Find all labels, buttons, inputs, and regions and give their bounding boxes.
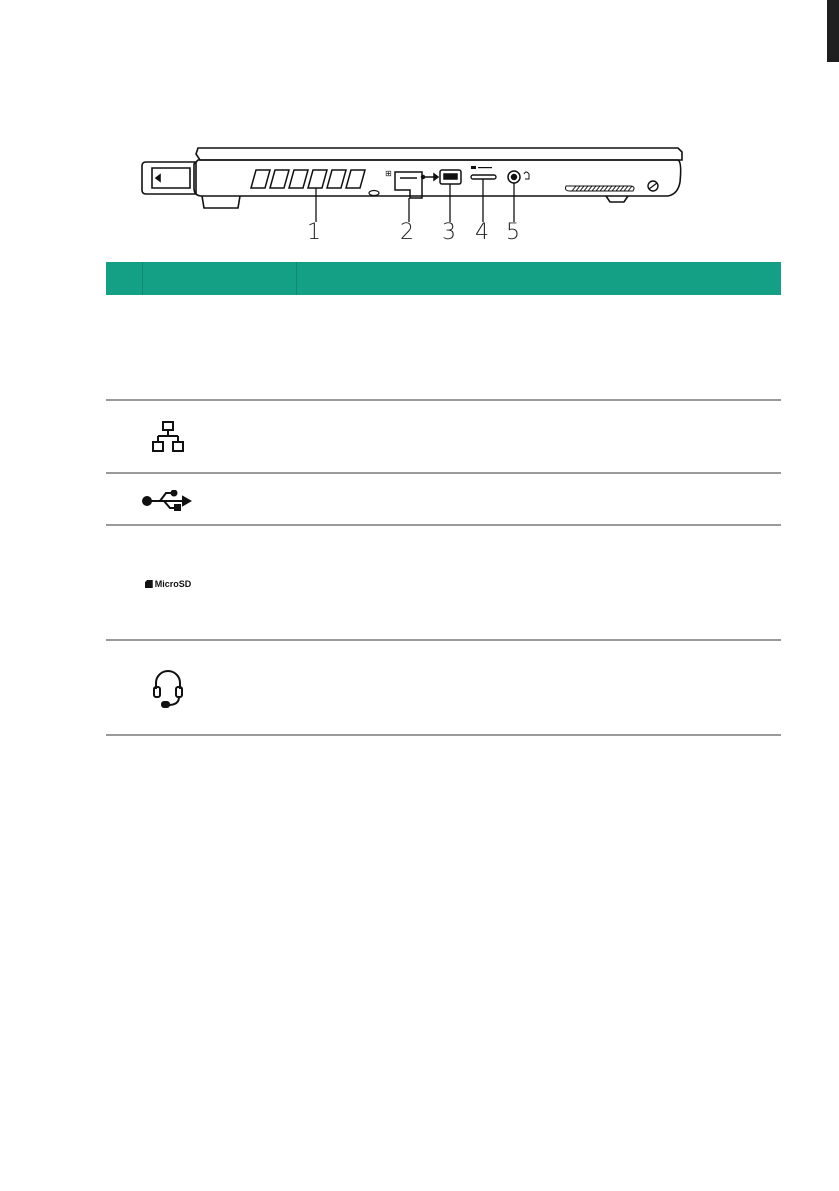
- microsd-label: MicroSD: [154, 579, 192, 589]
- header-divider: [296, 262, 297, 295]
- table-header: [106, 262, 781, 295]
- headset-jack: [508, 171, 529, 183]
- microsd-icon: [145, 579, 192, 589]
- header-divider: [142, 262, 143, 295]
- usb-port: [422, 170, 462, 184]
- table-row: [126, 574, 210, 594]
- svg-text:⊞: ⊞: [385, 169, 392, 178]
- row-divider: [106, 734, 781, 736]
- network-icon: [150, 420, 186, 456]
- row-divider: [106, 524, 781, 526]
- callout-4: 4: [475, 220, 489, 245]
- ethernet-port: [385, 169, 422, 198]
- page-edge-tab: [827, 0, 839, 62]
- callout-5: 5: [506, 220, 520, 245]
- callout-2: 2: [400, 220, 414, 245]
- table-row: [126, 418, 210, 458]
- row-divider: [106, 639, 781, 641]
- microsd-slot: [471, 166, 496, 179]
- row-divider: [106, 399, 781, 401]
- row-divider: [106, 472, 781, 474]
- callout-1: 1: [307, 220, 321, 245]
- headset-icon: [150, 667, 186, 711]
- vent-slots: [251, 170, 365, 188]
- table-row: [126, 486, 210, 516]
- rear-vent-grill: [566, 186, 635, 191]
- table-row: [126, 666, 210, 712]
- usb-icon: [142, 490, 194, 512]
- callout-3: 3: [442, 220, 456, 245]
- sd-card-icon: [145, 580, 153, 588]
